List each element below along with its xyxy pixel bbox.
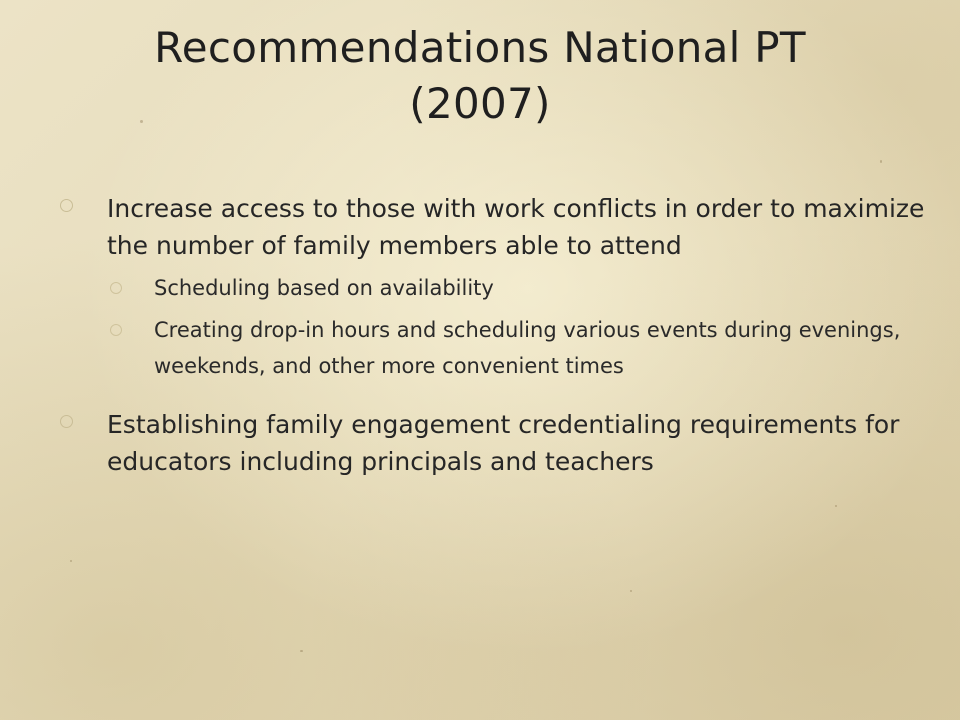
texture-speckle [70, 560, 72, 562]
bullet-text: Establishing family engagement credentialing requirements for educators including principals and teachers [107, 410, 900, 476]
slide-title-line-1: Recommendations National PT [154, 23, 806, 72]
slide-title-line-2: (2007) [409, 79, 551, 128]
sub-bullet-text: Creating drop-in hours and scheduling various events during evenings, weekends, and other more convenient times [154, 318, 901, 378]
bullet-ring-icon [60, 199, 73, 212]
sub-bullet-text: Scheduling based on availability [154, 276, 494, 300]
slide-title [60, 20, 900, 132]
slide-body [60, 190, 940, 480]
texture-speckle [300, 650, 303, 652]
bullet-ring-icon [60, 415, 73, 428]
sub-bullet-item [60, 312, 940, 384]
sub-bullet-ring-icon [110, 324, 122, 336]
texture-speckle [630, 590, 632, 592]
bullet-item [60, 190, 940, 264]
texture-speckle [880, 160, 882, 163]
bullet-text: Increase access to those with work conflicts in order to maximize the number of family members able to attend [107, 194, 925, 260]
bullet-item [60, 406, 940, 480]
sub-bullet-item [60, 270, 940, 306]
texture-speckle [835, 505, 837, 507]
sub-bullet-ring-icon [110, 282, 122, 294]
